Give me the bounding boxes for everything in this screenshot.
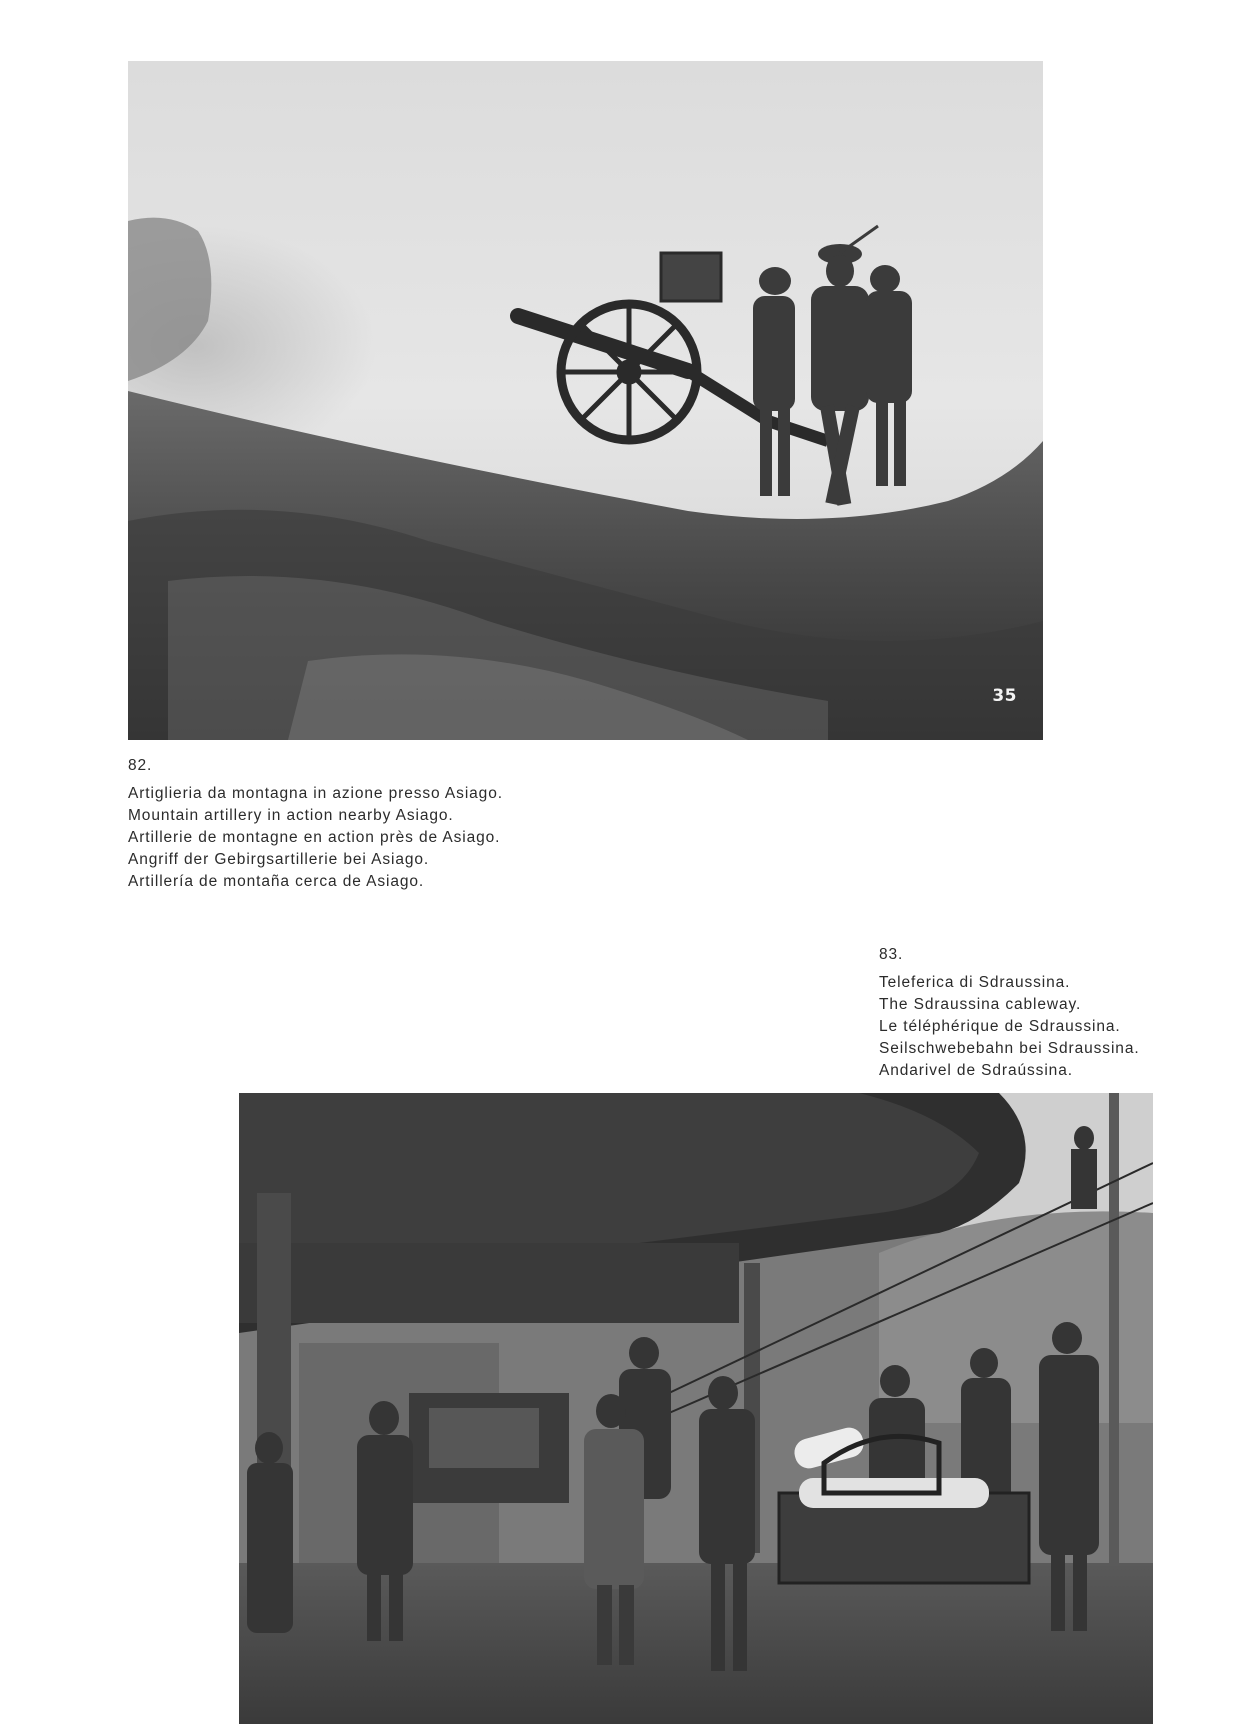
- caption-french: Le téléphérique de Sdraussina.: [879, 1018, 1121, 1035]
- caption-spanish: Andarivel de Sdraússina.: [879, 1062, 1073, 1079]
- photo-mountain-artillery-image: [128, 61, 1043, 740]
- caption-german: Seilschwebebahn bei Sdraussina.: [879, 1040, 1140, 1057]
- caption-english: Mountain artillery in action nearby Asiago.: [128, 807, 454, 824]
- caption-french: Artillerie de montagne en action près de Asiago.: [128, 829, 501, 846]
- photo-sdraussina-cableway-image: [239, 1093, 1153, 1724]
- caption-plate-82: [128, 755, 503, 893]
- photo-mountain-artillery: [128, 61, 1043, 740]
- plate-number: 83.: [879, 946, 904, 963]
- photo-sdraussina-cableway: [239, 1093, 1153, 1724]
- plate-number: 82.: [128, 757, 153, 774]
- caption-german: Angriff der Gebirgsartillerie bei Asiago.: [128, 851, 430, 868]
- caption-english: The Sdraussina cableway.: [879, 996, 1082, 1013]
- caption-italian: Teleferica di Sdraussina.: [879, 974, 1071, 991]
- plate-number-mark: 35: [992, 686, 1017, 706]
- caption-italian: Artiglieria da montagna in azione presso Asiago.: [128, 785, 503, 802]
- caption-plate-83: [879, 944, 1140, 1082]
- caption-spanish: Artillería de montaña cerca de Asiago.: [128, 873, 425, 890]
